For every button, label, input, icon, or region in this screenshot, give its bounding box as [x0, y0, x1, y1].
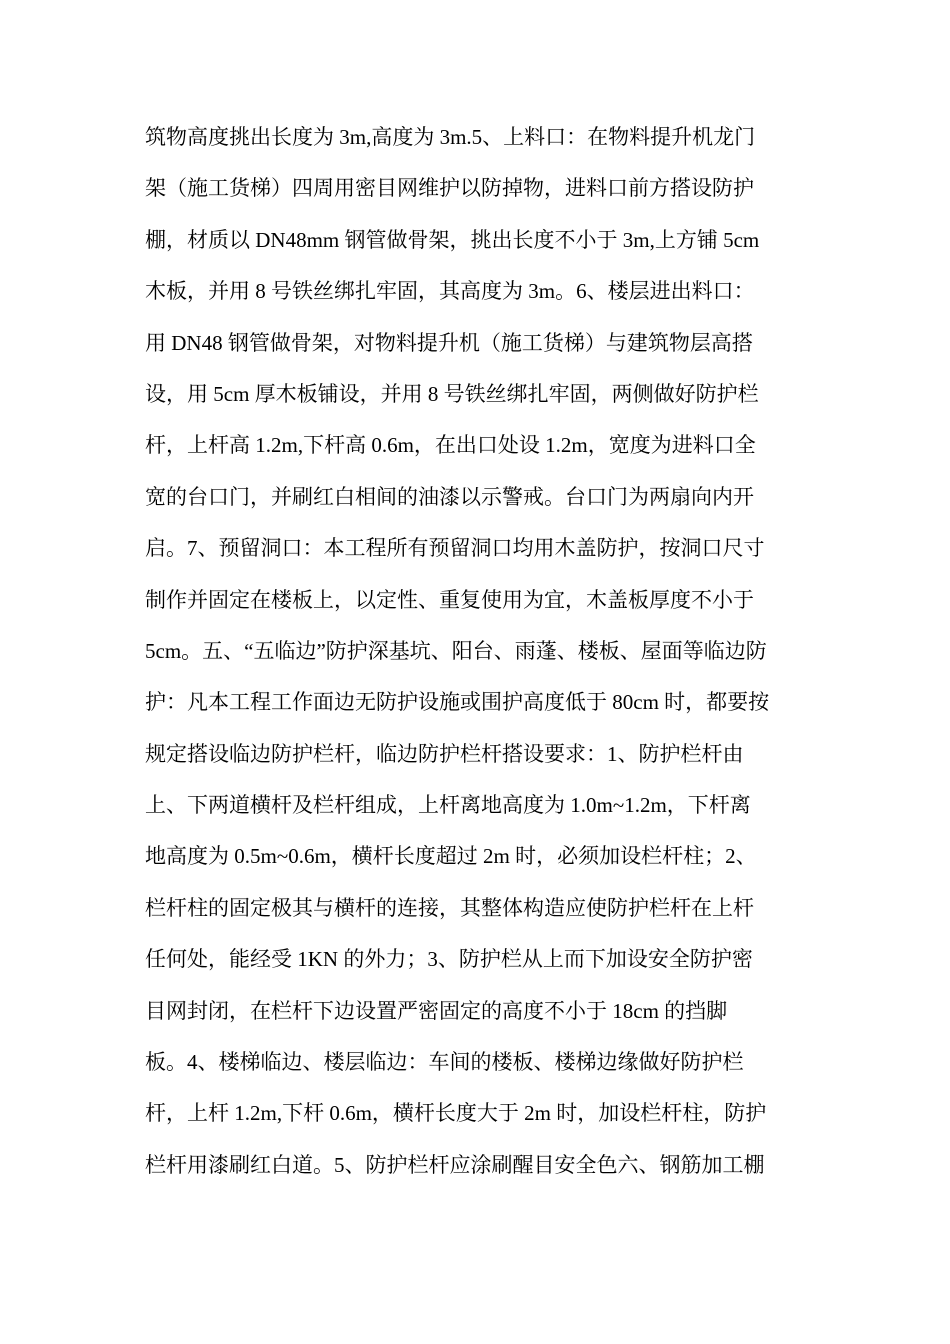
text-line: 任何处，能经受 1KN 的外力；3、防护栏从上而下加设安全防护密 — [145, 947, 753, 972]
text-line: 上、下两道横杆及栏杆组成，上杆离地高度为 1.0m~1.2m，下杆离 — [145, 793, 751, 818]
text-line: 地高度为 0.5m~0.6m，横杆长度超过 2m 时，必须加设栏杆柱；2、 — [145, 844, 757, 869]
text-line: 规定搭设临边防护栏杆，临边防护栏杆搭设要求：1、防护栏杆由 — [145, 741, 744, 766]
text-line: 设，用 5cm 厚木板铺设，并用 8 号铁丝绑扎牢固，两侧做好防护栏 — [145, 381, 759, 406]
text-line: 杆，上杆 1.2m,下杆 0.6m，横杆长度大于 2m 时，加设栏杆柱，防护 — [145, 1101, 767, 1126]
text-line: 栏杆用漆刷红白道。5、防护栏杆应涂刷醒目安全色六、钢筋加工棚 — [145, 1152, 765, 1177]
body-text — [145, 112, 810, 1191]
text-line: 宽的台口门，并刷红白相间的油漆以示警戒。台口门为两扇向内开 — [145, 484, 754, 509]
text-line: 目网封闭，在栏杆下边设置严密固定的高度不小于 18cm 的挡脚 — [145, 998, 728, 1023]
text-line: 栏杆柱的固定极其与横杆的连接，其整体构造应使防护栏杆在上杆 — [145, 895, 754, 920]
text-line: 木板，并用 8 号铁丝绑扎牢固，其高度为 3m。6、楼层进出料口： — [145, 279, 755, 304]
text-line: 板。4、楼梯临边、楼层临边：车间的楼板、楼梯边缘做好防护栏 — [145, 1050, 744, 1075]
text-line: 启。7、预留洞口：本工程所有预留洞口均用木盖防护，按洞口尺寸 — [145, 536, 765, 561]
text-line: 棚，材质以 DN48mm 钢管做骨架，挑出长度不小于 3m,上方铺 5cm — [145, 227, 760, 252]
text-line: 筑物高度挑出长度为 3m,高度为 3m.5、上料口：在物料提升机龙门 — [145, 125, 756, 149]
text-line: 架（施工货梯）四周用密目网维护以防掉物，进料口前方搭设防护 — [145, 176, 754, 201]
text-line: 5cm。五、“五临边”防护深基坑、阳台、雨蓬、楼板、屋面等临边防 — [145, 638, 767, 663]
text-line: 杆，上杆高 1.2m,下杆高 0.6m，在出口处设 1.2m，宽度为进料口全 — [145, 433, 756, 458]
text-line: 制作并固定在楼板上，以定性、重复使用为宜，木盖板厚度不小于 — [145, 587, 754, 612]
text-line: 护：凡本工程工作面边无防护设施或围护高度低于 80cm 时，都要按 — [145, 690, 770, 715]
text-line: 用 DN48 钢管做骨架，对物料提升机（施工货梯）与建筑物层高搭 — [145, 330, 753, 355]
